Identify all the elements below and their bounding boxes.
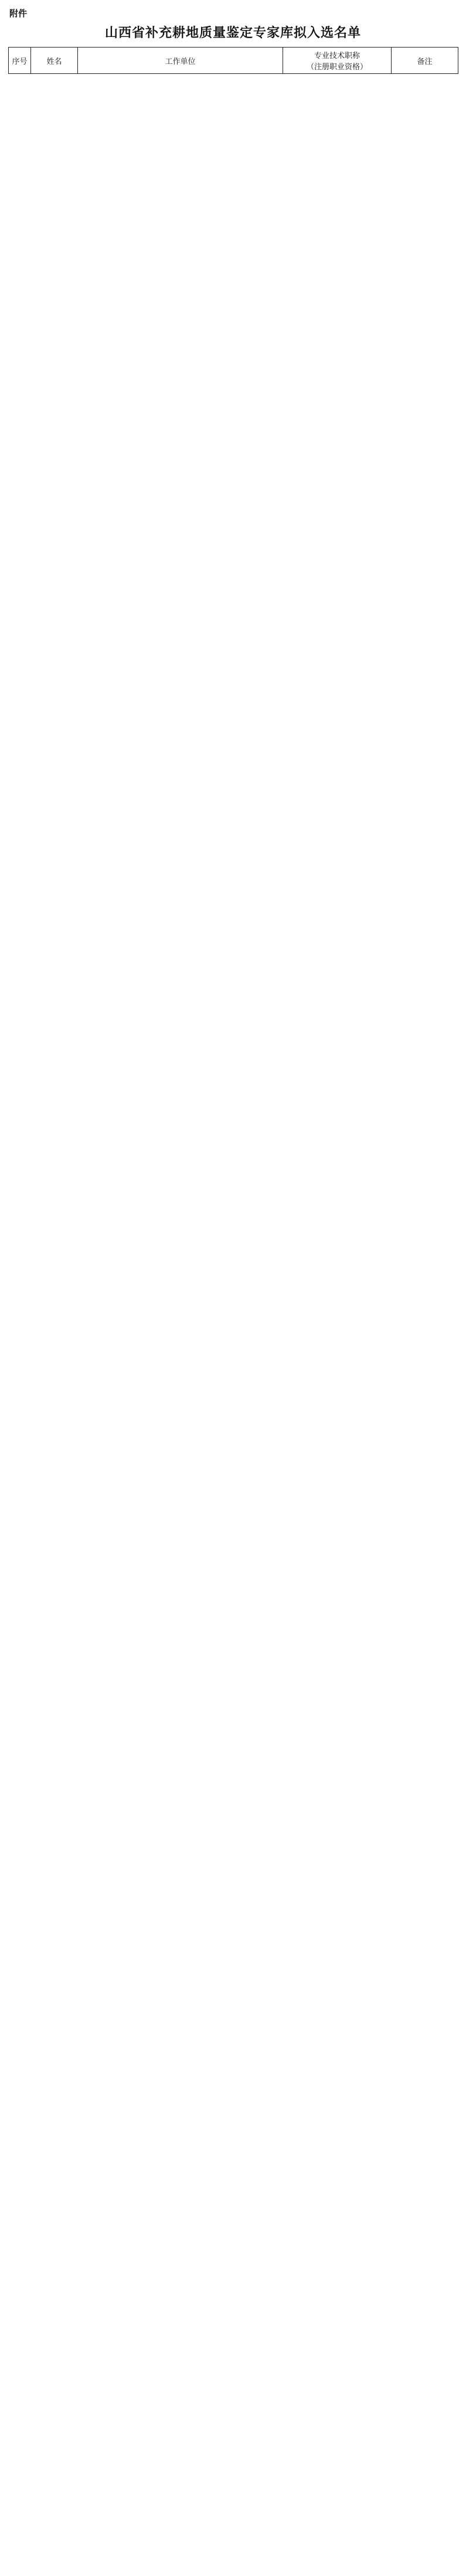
table-header-row (9, 48, 458, 74)
header-name: 姓名 (31, 48, 78, 74)
header-remark: 备注 (392, 48, 458, 74)
header-employer: 工作单位 (78, 48, 283, 74)
document-title: 山西省补充耕地质量鉴定专家库拟入选名单 (104, 25, 361, 40)
appendix-label: 附件 (9, 8, 28, 19)
expert-list-table (8, 47, 458, 74)
header-title: 专业技术职称 （注册职业资格） (283, 48, 392, 74)
header-index: 序号 (9, 48, 31, 74)
